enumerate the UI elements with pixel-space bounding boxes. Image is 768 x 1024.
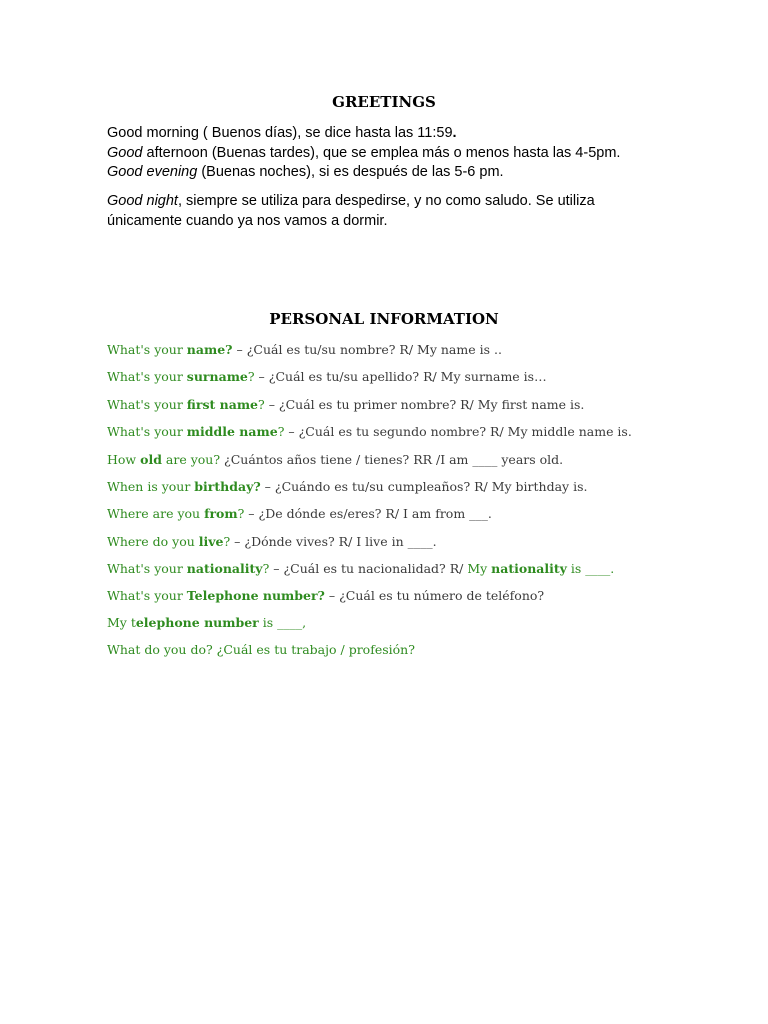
greetings-title: GREETINGS xyxy=(332,93,436,111)
personal-info-line xyxy=(107,587,544,605)
personal-info-line xyxy=(107,560,614,578)
greeting-line-morning-text: Good morning ( Buenos días), se dice hasta las 11:59 xyxy=(107,125,453,141)
personal-info-segment: How xyxy=(107,452,141,467)
personal-info-segment: elephone number xyxy=(135,615,259,630)
personal-info-segment: nationality xyxy=(186,561,263,576)
greeting-line-morning-period: . xyxy=(452,125,457,141)
personal-info-segment: ? xyxy=(223,534,231,549)
personal-info-line xyxy=(107,614,306,632)
personal-info-segment: What's your xyxy=(107,424,187,439)
greeting-line-evening-italic: Good evening xyxy=(107,164,198,180)
personal-info-segment: – ¿Cuál es tu segundo nombre? R/ My middle name is. xyxy=(284,424,632,439)
personal-info-title: PERSONAL INFORMATION xyxy=(269,310,499,328)
personal-info-segment: is ____. xyxy=(566,561,615,576)
personal-info-segment: – ¿Cuál es tu/su apellido? R/ My surname is… xyxy=(254,369,547,384)
personal-info-segment: Telephone number? xyxy=(186,588,325,603)
greeting-line-afternoon xyxy=(107,143,620,163)
personal-info-segment: middle name xyxy=(186,424,278,439)
personal-info-line xyxy=(107,533,437,551)
personal-info-segment: – ¿Dónde vives? R/ I live in ____. xyxy=(230,534,437,549)
personal-info-segment: What's your xyxy=(107,588,187,603)
personal-info-segment: What's your xyxy=(107,397,187,412)
personal-info-segment: ¿Cuántos años tiene / tienes? RR /I am ____ years old. xyxy=(220,452,564,467)
personal-info-segment: birthday? xyxy=(194,479,261,494)
personal-info-line xyxy=(107,505,492,523)
personal-info-segment: What's your xyxy=(107,342,187,357)
personal-info-segment: nationality xyxy=(491,561,567,576)
personal-info-segment: – ¿Cuál es tu nacionalidad? R/ xyxy=(269,561,468,576)
personal-info-segment: are you? xyxy=(161,452,221,467)
personal-info-line xyxy=(107,368,547,386)
personal-info-segment: My xyxy=(467,561,492,576)
greeting-line-night-italic: Good night xyxy=(107,193,178,209)
personal-info-segment: – ¿Cuál es tu primer nombre? R/ My first name is. xyxy=(264,397,585,412)
greeting-line-afternoon-italic: Good xyxy=(107,145,143,161)
personal-info-segment: – ¿Cuándo es tu/su cumpleaños? R/ My birthday is. xyxy=(260,479,588,494)
personal-info-segment: is ____, xyxy=(258,615,307,630)
greeting-line-evening-text: (Buenas noches), si es después de las 5-6 pm. xyxy=(197,164,504,180)
greeting-line-afternoon-text: afternoon (Buenas tardes), que se emplea más o menos hasta las 4-5pm. xyxy=(142,145,621,161)
personal-info-segment: – ¿Cuál es tu/su nombre? R/ My name is .. xyxy=(232,342,502,357)
greeting-line-night-text: , siempre se utiliza para despedirse, y no como saludo. Se utiliza únicamente cuando ya nos vamos a dormir. xyxy=(107,193,595,229)
greeting-line-evening xyxy=(107,162,504,182)
personal-info-line xyxy=(107,478,587,496)
personal-info-segment: live xyxy=(198,534,224,549)
personal-info-segment: ? xyxy=(247,369,255,384)
personal-info-line xyxy=(107,451,563,469)
personal-info-segment: ? xyxy=(277,424,285,439)
personal-info-segment: ? xyxy=(237,506,245,521)
personal-info-segment: My t xyxy=(107,615,136,630)
personal-info-line xyxy=(107,641,415,659)
personal-info-segment: from xyxy=(204,506,238,521)
greeting-line-morning xyxy=(107,123,457,143)
personal-info-segment: old xyxy=(140,452,162,467)
personal-info-segment: What do you do? ¿Cuál es tu trabajo / profesión? xyxy=(107,642,415,657)
personal-info-segment: When is your xyxy=(107,479,195,494)
personal-info-segment: surname xyxy=(186,369,248,384)
personal-info-segment: What's your xyxy=(107,561,187,576)
greeting-line-night xyxy=(107,191,667,231)
personal-info-line xyxy=(107,423,632,441)
personal-info-segment: What's your xyxy=(107,369,187,384)
personal-info-segment: – ¿Cuál es tu número de teléfono? xyxy=(324,588,545,603)
personal-info-segment: – ¿De dónde es/eres? R/ I am from ___. xyxy=(244,506,492,521)
personal-info-segment: ? xyxy=(262,561,270,576)
personal-info-segment: ? xyxy=(258,397,265,412)
personal-info-segment: name? xyxy=(186,342,233,357)
personal-info-line xyxy=(107,396,584,414)
personal-info-segment: Where are you xyxy=(107,506,205,521)
personal-info-line xyxy=(107,341,502,359)
personal-info-segment: Where do you xyxy=(107,534,199,549)
personal-info-segment: first name xyxy=(186,397,259,412)
